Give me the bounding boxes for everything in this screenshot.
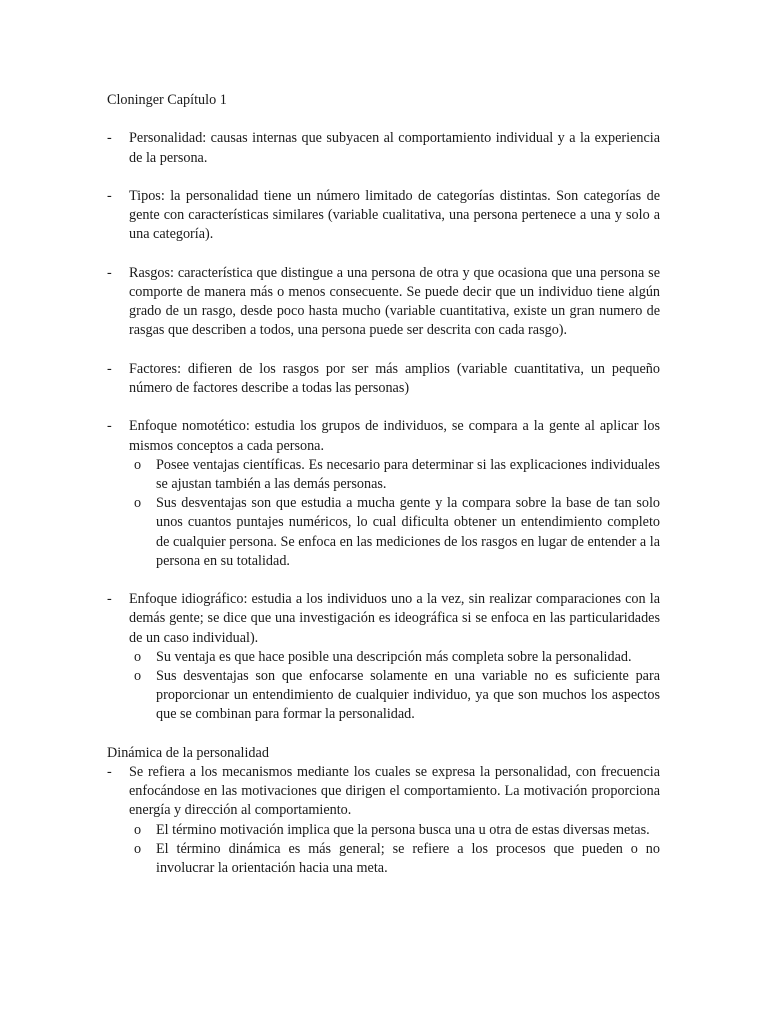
item-text: Factores: difieren de los rasgos por ser más amplios (variable cuantitativa, un pequeño número de factores describe a todas las personas) [129,360,660,396]
list-item-personalidad [107,129,660,167]
list-item-factores [107,360,660,398]
dash-marker: - [107,264,112,281]
document-title: Cloninger Capítulo 1 [107,92,227,108]
sub-item-text: El término dinámica es más general; se refiere a los procesos que pueden o no involucrar la orientación hacia una meta. [156,840,660,877]
section-heading: Dinámica de la personalidad [107,744,269,761]
sub-item [107,648,660,667]
circle-bullet-marker: o [134,668,142,684]
sub-item [107,494,660,571]
circle-bullet-marker: o [134,456,142,473]
sub-item-text: Sus desventajas son que estudia a mucha gente y la compara sobre la base de tan solo unos cuantos puntajes numéricos, lo cual dificulta obtener un entendimiento completo de cualquier persona. Se enfoca en las mediciones de los rasgos en lugar de entender a la persona en su totalidad. [156,495,660,569]
sub-item [107,667,660,725]
circle-bullet-marker: o [134,821,142,838]
item-text: Rasgos: característica que distingue a una persona de otra y que ocasiona que una persona se comporte de manera más o menos consecuente. Se puede decir que un individuo tiene algún grado de un rasgo, desde poco hasta mucho (variable cuantitativa, existe un gran numero de rasgas que describen a todos, una persona puede ser descrita con cada rasgo). [129,264,660,339]
item-text: Personalidad: causas internas que subyacen al comportamiento individual y a la experiencia de la persona. [129,130,660,166]
list-item-rasgos [107,264,660,341]
dash-marker: - [107,187,112,204]
document-body [107,91,660,878]
item-text: Enfoque idiográfico: estudia a los individuos uno a la vez, sin realizar comparaciones con la demás gente; se dice que una investigación es ideográfica si se enfoca en las particularidades de un caso individual). [129,591,660,646]
item-text: Se refiera a los mecanismos mediante los cuales se expresa la personalidad, con frecuencia enfocándose en las motivaciones que dirigen el comportamiento. La motivación proporciona energía y dirección al comportamiento. [129,764,660,819]
list-item-dinamica [107,763,660,878]
list-item-tipos [107,187,660,245]
sub-item [107,456,660,494]
sub-item [107,821,660,840]
sub-item-text: Su ventaja es que hace posible una descripción más completa sobre la personalidad. [156,648,632,665]
sub-item-text: El término motivación implica que la persona busca una u otra de estas diversas metas. [156,821,650,838]
sub-item [107,840,660,878]
circle-bullet-marker: o [134,648,142,665]
item-text: Tipos: la personalidad tiene un número limitado de categorías distintas. Son categorías de gente con características similares (variable cualitativa, una persona pertenece a una y solo a una categoría). [129,187,660,243]
circle-bullet-marker: o [134,840,142,857]
dash-marker: - [107,130,112,147]
dash-marker: - [107,418,112,435]
circle-bullet-marker: o [134,495,142,512]
item-text: Enfoque nomotético: estudia los grupos de individuos, se compara a la gente al aplicar los mismos conceptos a cada persona. [129,418,660,454]
sub-item-text: Posee ventajas científicas. Es necesario para determinar si las explicaciones individuales se ajustan también a las demás personas. [156,456,660,492]
list-item-enfoque-nomotetico [107,417,660,571]
dash-marker: - [107,591,112,608]
dash-marker: - [107,764,112,780]
sub-item-text: Sus desventajas son que enfocarse solamente en una variable no es suficiente para proporcionar un entendimiento de cualquier individuo, ya que son muchos los aspectos que se combinan para formar la personalidad. [156,668,660,723]
dash-marker: - [107,360,112,377]
list-item-enfoque-idiografico [107,590,660,724]
